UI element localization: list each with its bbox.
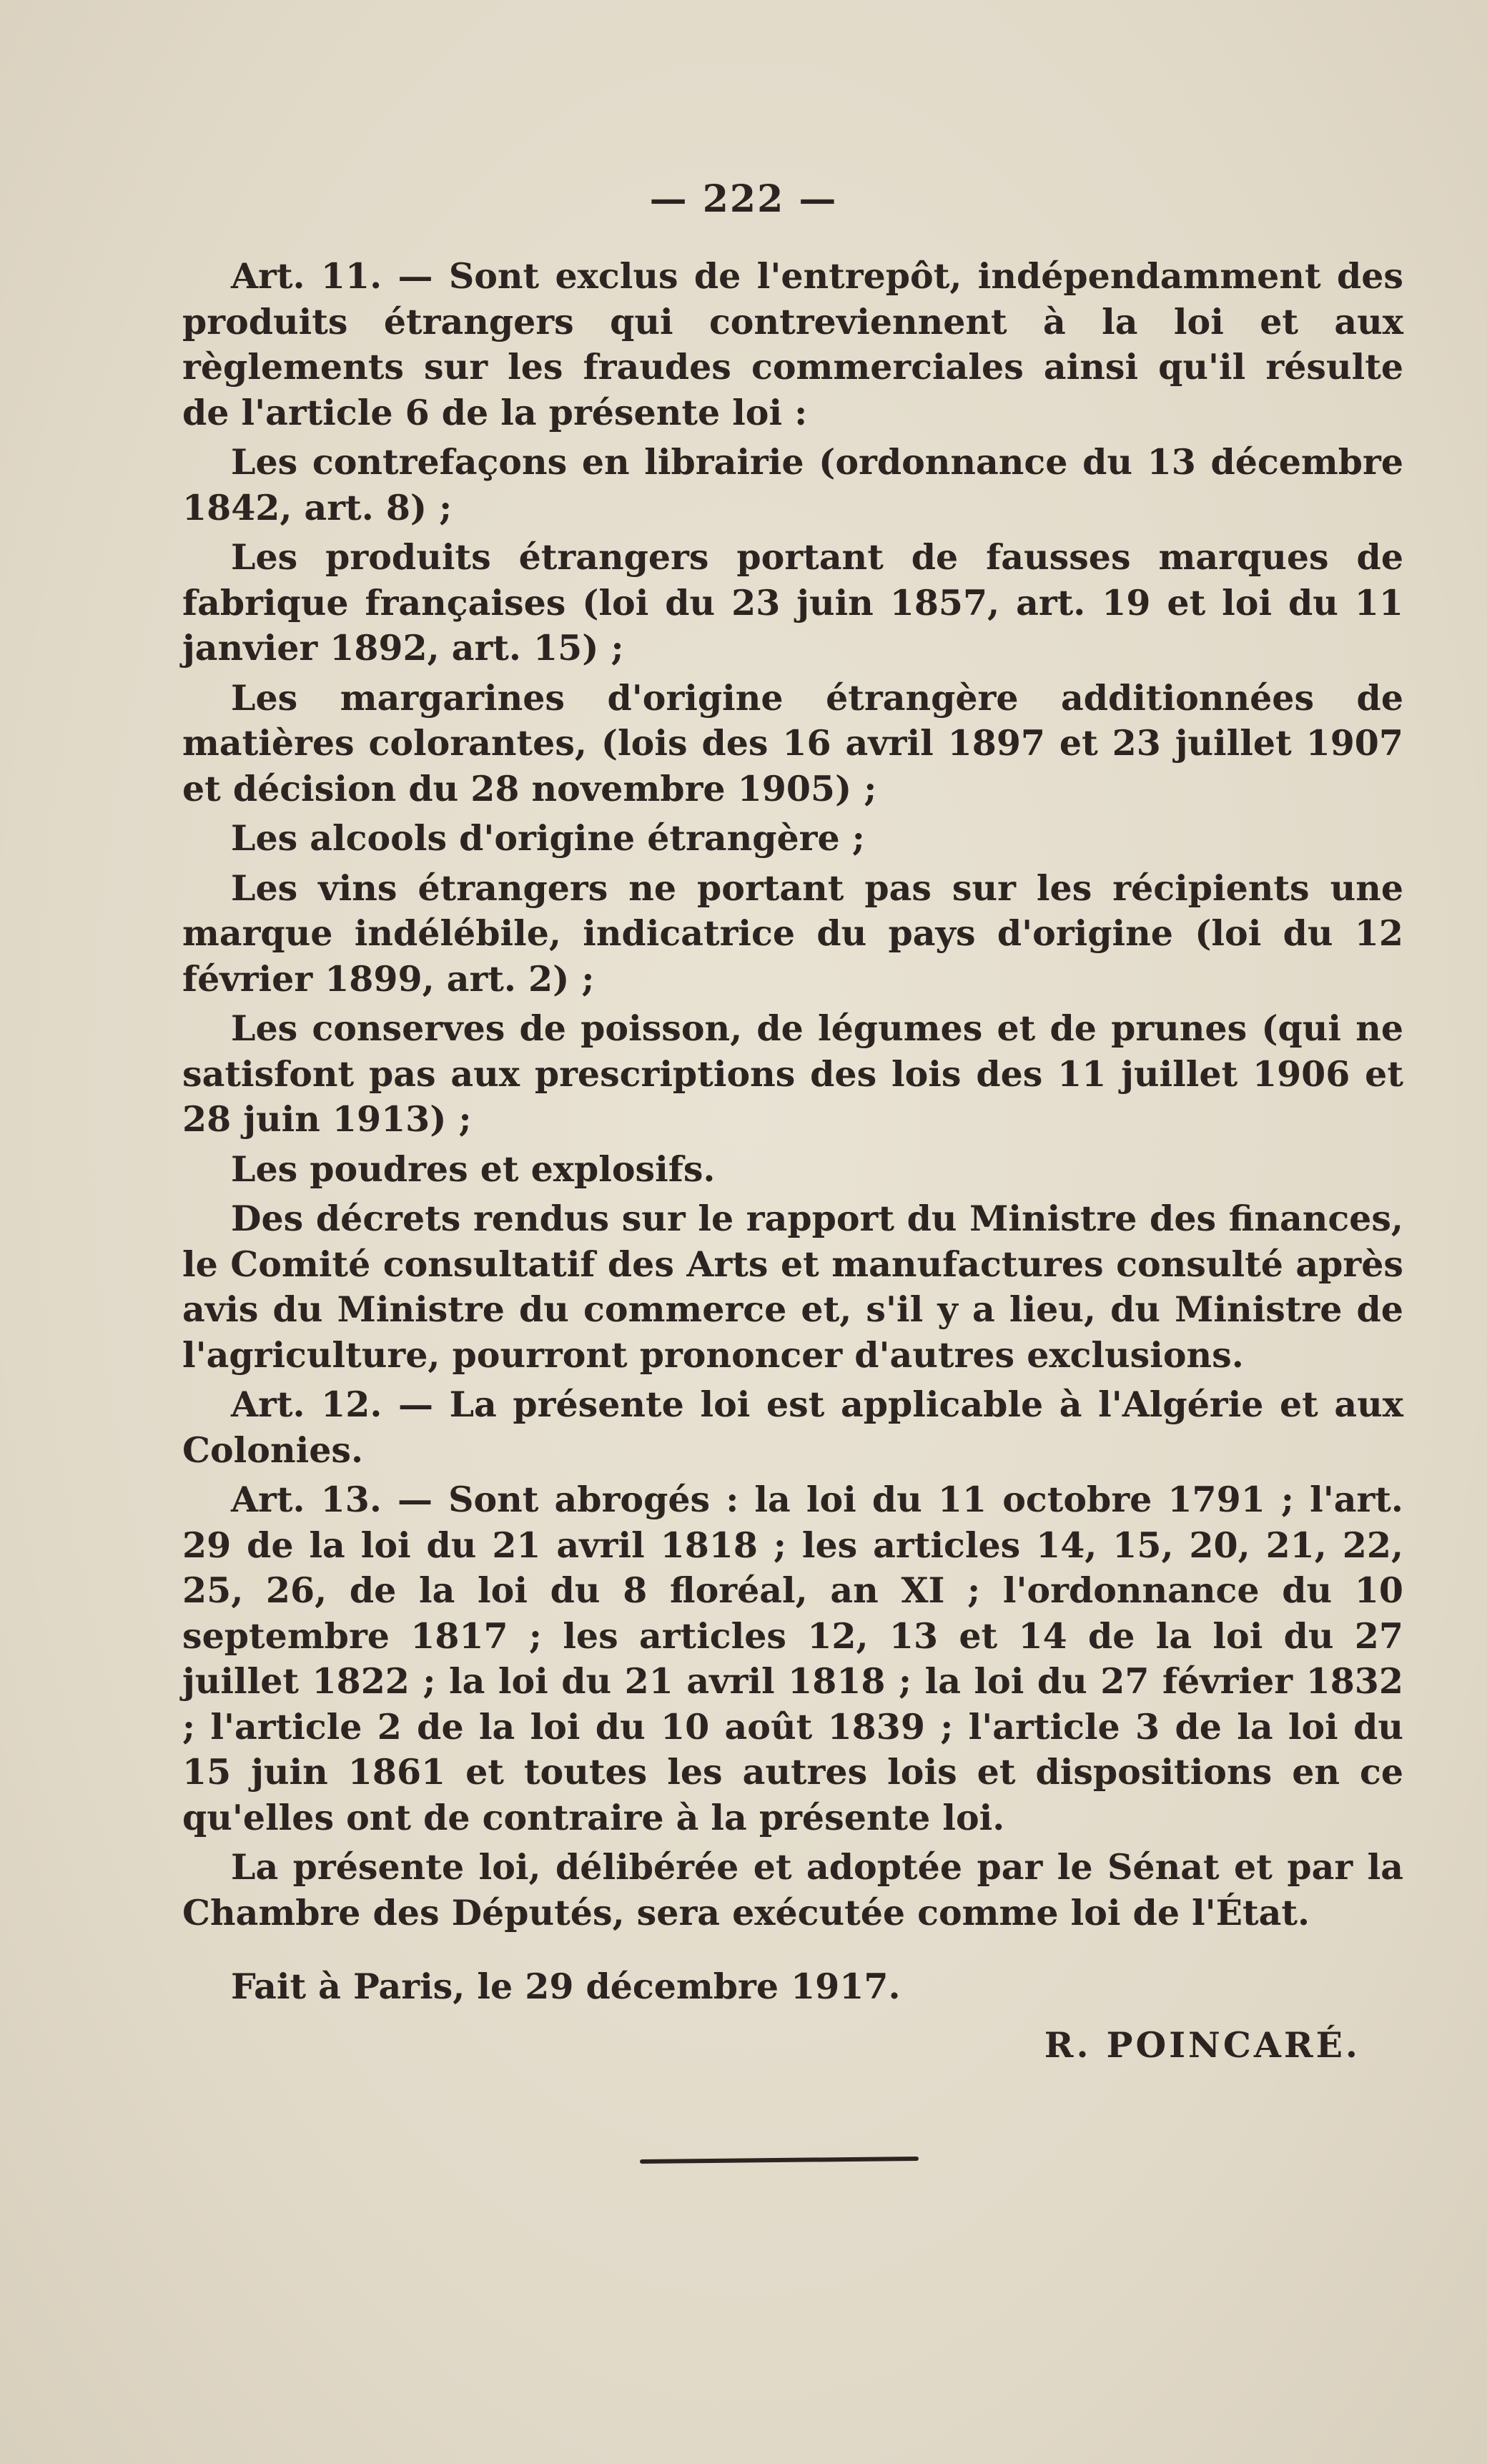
signature: R. POINCARÉ. xyxy=(1044,2024,1360,2066)
paragraph-contrefacons: Les contrefaçons en librairie (ordonnance du 13 décembre 1842, art. 8) ; xyxy=(182,441,1403,528)
paragraph-art-11: Art. 11. — Sont exclus de l'entrepôt, indépendamment des produits étrangers qui contreviennent à la loi et aux règlements sur les fraudes commerciales ainsi qu'il résulte de l'article 6 de la présente loi : xyxy=(182,255,1403,433)
paragraph-poudres: Les poudres et explosifs. xyxy=(231,1148,716,1190)
paragraph-conserves: Les conserves de poisson, de légumes et de prunes (qui ne satisfont pas aux prescriptions des lois des 11 juillet 1906 et 28 juin 1913) ; xyxy=(182,1007,1403,1140)
closing-rule xyxy=(640,2157,919,2164)
paragraph-alcools: Les alcools d'origine étrangère ; xyxy=(231,817,865,859)
paragraph-vins: Les vins étrangers ne portant pas sur les récipients une marque indélébile, indicatrice du pays d'origine (loi du 12 février 1899, art. 2) ; xyxy=(182,867,1403,1000)
paragraph-produits-etrangers: Les produits étrangers portant de fausses marques de fabrique françaises (loi du 23 juin 1857, art. 19 et loi du 11 janvier 1892, art. 15) ; xyxy=(182,536,1403,669)
paragraph-art-12: Art. 12. — La présente loi est applicable à l'Algérie et aux Colonies. xyxy=(182,1384,1403,1471)
page-number: — 222 — xyxy=(649,177,838,221)
paragraph-art-13: Art. 13. — Sont abrogés : la loi du 11 octobre 1791 ; l'art. 29 de la loi du 21 avril 1818 ; les articles 14, 15, 20, 21, 22, 25, 26, de la loi du 8 floréal, an XI ; l'ordonnance du 10 septembre 1817 ; les articles 12, 13 et 14 de la loi du 27 juillet 1822 ; la loi du 21 avril 1818 ; la loi du 27 février 1832 ; l'article 2 de la loi du 10 août 1839 ; l'article 3 de la loi du 15 juin 1861 et toutes les autres lois et dispositions en ce qu'elles ont de contraire à la présente loi. xyxy=(182,1479,1403,1838)
paragraph-margarines: Les margarines d'origine étrangère additionnées de matières colorantes, (lois des 16 avril 1897 et 23 juillet 1907 et décision du 28 novembre 1905) ; xyxy=(182,676,1403,809)
body-text xyxy=(182,254,1403,2072)
paragraph-decrets: Des décrets rendus sur le rapport du Ministre des finances, le Comité consultatif des Arts et manufactures consulté après avis du Ministre du commerce et, s'il y a lieu, du Ministre de l'agriculture, pourront prononcer d'autres exclusions. xyxy=(182,1198,1403,1376)
paragraph-execution: La présente loi, délibérée et adoptée par le Sénat et par la Chambre des Députés, sera exécutée comme loi de l'État. xyxy=(182,1846,1403,1933)
date-line: Fait à Paris, le 29 décembre 1917. xyxy=(231,1966,901,2007)
